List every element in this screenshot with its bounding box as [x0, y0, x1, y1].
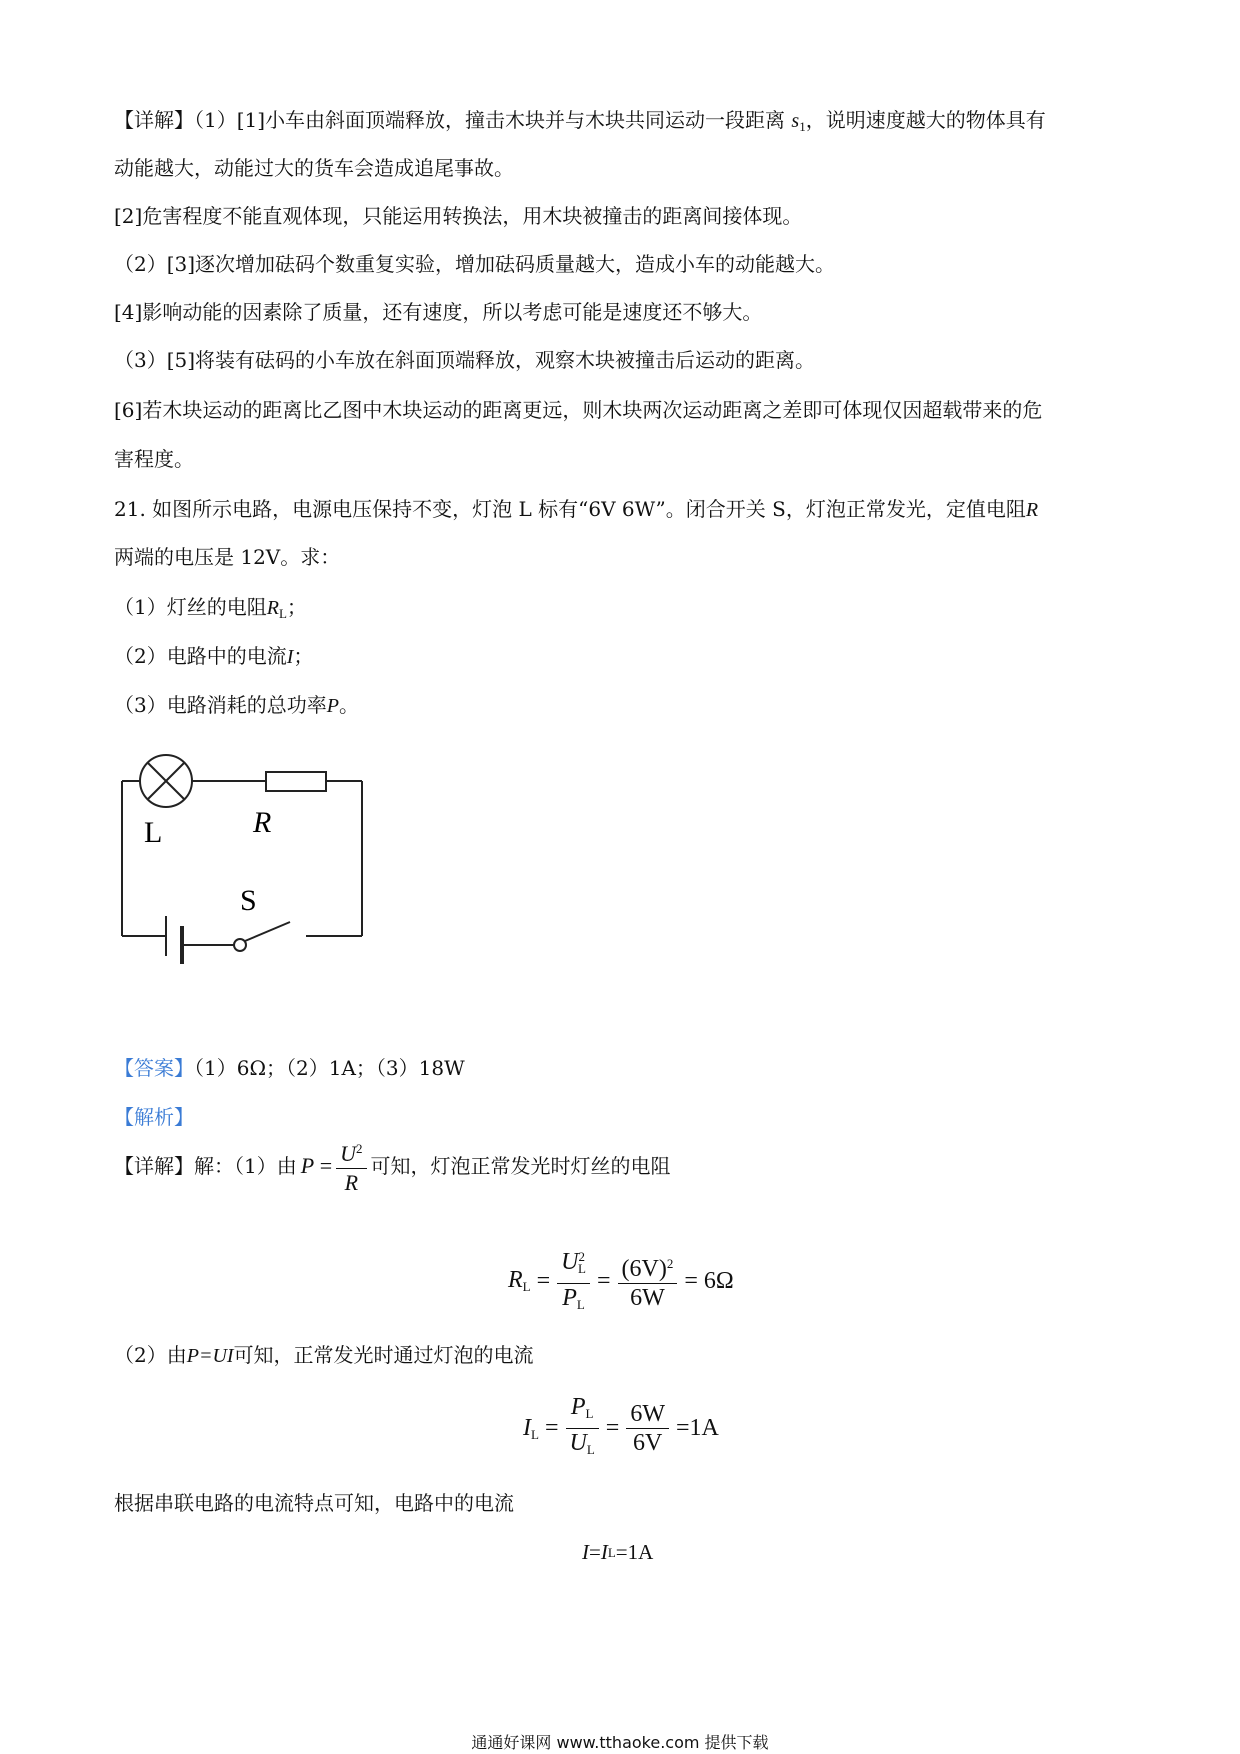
switch-label: S: [240, 884, 257, 917]
question-part-2: （2）电路中的电流I；: [114, 644, 314, 668]
detail-line-3: [2]危害程度不能直观体现，只能运用转换法，用木块被撞击的距离间接体现。: [114, 204, 803, 228]
detail-line-6: （3）[5]将装有砝码的小车放在斜面顶端释放，观察木块被撞击后运动的距离。: [114, 348, 816, 372]
question-stem-cont: 两端的电压是 12V。求：: [114, 545, 341, 569]
answer-line: 【答案】（1）6Ω；（2）1A；（3）18W: [114, 1056, 465, 1080]
lamp-label: L: [144, 816, 163, 849]
question-stem: 21. 如图所示电路，电源电压保持不变，灯泡 L 标有“6V 6W”。闭合开关 S，灯泡正常发光，定值电阻R: [114, 497, 1039, 521]
question-part-3: （3）电路消耗的总功率P。: [114, 693, 359, 717]
switch-blade: [245, 922, 290, 941]
power-formula-fraction: $\frac{U^2}{R}$: [336, 1135, 366, 1197]
circuit-diagram: [110, 750, 370, 970]
detail-line-2: 动能越大，动能过大的货车会造成追尾事故。: [114, 156, 514, 180]
detail-line-1: 【详解】（1）[1]小车由斜面顶端释放，撞击木块并与木块共同运动一段距离 $s_1$，说明速度越大的物体具有: [114, 108, 1046, 134]
detail-line-8: 害程度。: [114, 447, 194, 471]
switch-pivot: [234, 939, 246, 951]
solution-intro: 【详解】解：（1）由 P = $\frac{U^2}{R}$ 可知，灯泡正常发光时灯丝的电阻: [114, 1131, 671, 1201]
resistor-symbol: [266, 772, 326, 791]
detail-line-5: [4]影响动能的因素除了质量，还有速度，所以考虑可能是速度还不够大。: [114, 300, 763, 324]
detail-line-7: [6]若木块运动的距离比乙图中木块运动的距离更远，则木块两次运动距离之差即可体现仅因超载带来的危: [114, 398, 1043, 422]
solution-step-2: （2）由P=UI可知，正常发光时通过灯泡的电流: [114, 1343, 534, 1367]
question-part-1: （1）灯丝的电阻$R_L$；: [114, 595, 307, 621]
detail-line-4: （2）[3]逐次增加砝码个数重复实验，增加砝码质量越大，造成小车的动能越大。: [114, 252, 836, 276]
solution-step-3: 根据串联电路的电流特点可知，电路中的电流: [114, 1491, 514, 1515]
equation-resistance: $R_L$ = $\frac{U^2_L}{P_L}$ = $\frac{(6V)^2}{6W}$ = 6Ω: [505, 1243, 737, 1319]
resistor-label: R: [253, 806, 272, 839]
page-footer: 通通好课网 www.tthaoke.com 提供下载: [471, 1733, 769, 1752]
analysis-tag: 【解析】: [114, 1105, 194, 1129]
equation-circuit-current: I = I L =1A: [582, 1540, 654, 1564]
equation-current: $I_L$ = $\frac{P_L}{U_L}$ = $\frac{6W}{6V}$ =1A: [523, 1394, 719, 1457]
